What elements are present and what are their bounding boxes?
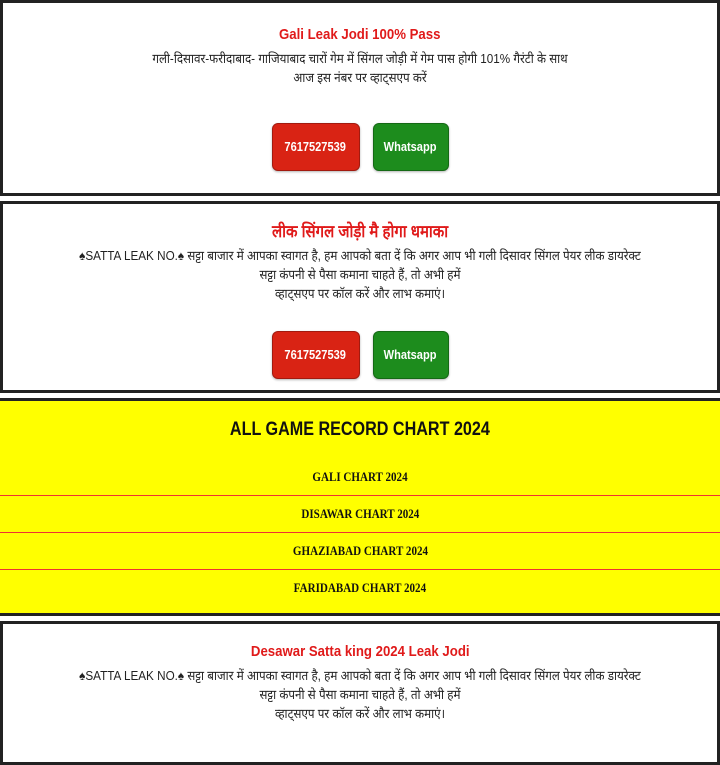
- whatsapp-button[interactable]: [373, 331, 449, 379]
- promo-description: [75, 49, 646, 87]
- promo-buttons: [3, 123, 717, 171]
- promo-title: लीक सिंगल जोड़ी मै होगा धमाका: [271, 222, 449, 241]
- call-button[interactable]: [272, 123, 360, 171]
- call-button-label: 7617527539: [284, 347, 347, 362]
- promo-line-1: ♠SATTA LEAK NO.♠ सट्टा बाजार में आपका स्वागत है, हम आपको बता दें कि अगर आप भी गली दिसावर सिंगल पेयर लीक डायरेक्ट सट्टा कंपनी से पैसा कमाना चाहते हैं, तो अभी हमें: [79, 668, 641, 702]
- whatsapp-button-label: Whatsapp: [384, 139, 437, 154]
- chart-link-faridabad[interactable]: FARIDABAD CHART 2024: [0, 569, 720, 606]
- promo-box-gali: [0, 0, 720, 196]
- chart-link-gali[interactable]: GALI CHART 2024: [312, 469, 408, 484]
- call-button-label: 7617527539: [284, 139, 347, 154]
- chart-link-disawar[interactable]: DISAWAR CHART 2024: [0, 495, 720, 532]
- whatsapp-button[interactable]: [373, 123, 449, 171]
- promo-description: [75, 666, 646, 723]
- promo-description: [75, 246, 646, 303]
- promo-line-2: आज इस नंबर पर व्हाट्सएप करें: [293, 70, 427, 85]
- promo-line-2: व्हाट्सएप पर कॉल करें और लाभ कमाएं।: [274, 706, 446, 721]
- promo-box-leak-single: [0, 201, 720, 393]
- record-chart-list: [0, 459, 720, 606]
- promo-line-1: गली-दिसावर-फरीदाबाद- गाजियाबाद चारों गेम में सिंगल जोड़ी में गेम पास होगी 101% गैरंटी के साथ: [152, 51, 568, 66]
- chart-link-ghaziabad[interactable]: GHAZIABAD CHART 2024: [0, 532, 720, 569]
- promo-buttons: [3, 331, 717, 379]
- record-chart-title: ALL GAME RECORD CHART 2024: [230, 419, 490, 440]
- promo-box-desawar: [0, 621, 720, 765]
- call-button[interactable]: [272, 331, 360, 379]
- record-chart-section: [0, 398, 720, 616]
- whatsapp-button-label: Whatsapp: [384, 347, 437, 362]
- promo-line-2: व्हाट्सएप पर कॉल करें और लाभ कमाएं।: [274, 286, 446, 301]
- promo-title: Gali Leak Jodi 100% Pass: [279, 26, 441, 43]
- promo-line-1: ♠SATTA LEAK NO.♠ सट्टा बाजार में आपका स्वागत है, हम आपको बता दें कि अगर आप भी गली दिसावर सिंगल पेयर लीक डायरेक्ट सट्टा कंपनी से पैसा कमाना चाहते हैं, तो अभी हमें: [79, 248, 641, 282]
- promo-title: Desawar Satta king 2024 Leak Jodi: [250, 643, 470, 660]
